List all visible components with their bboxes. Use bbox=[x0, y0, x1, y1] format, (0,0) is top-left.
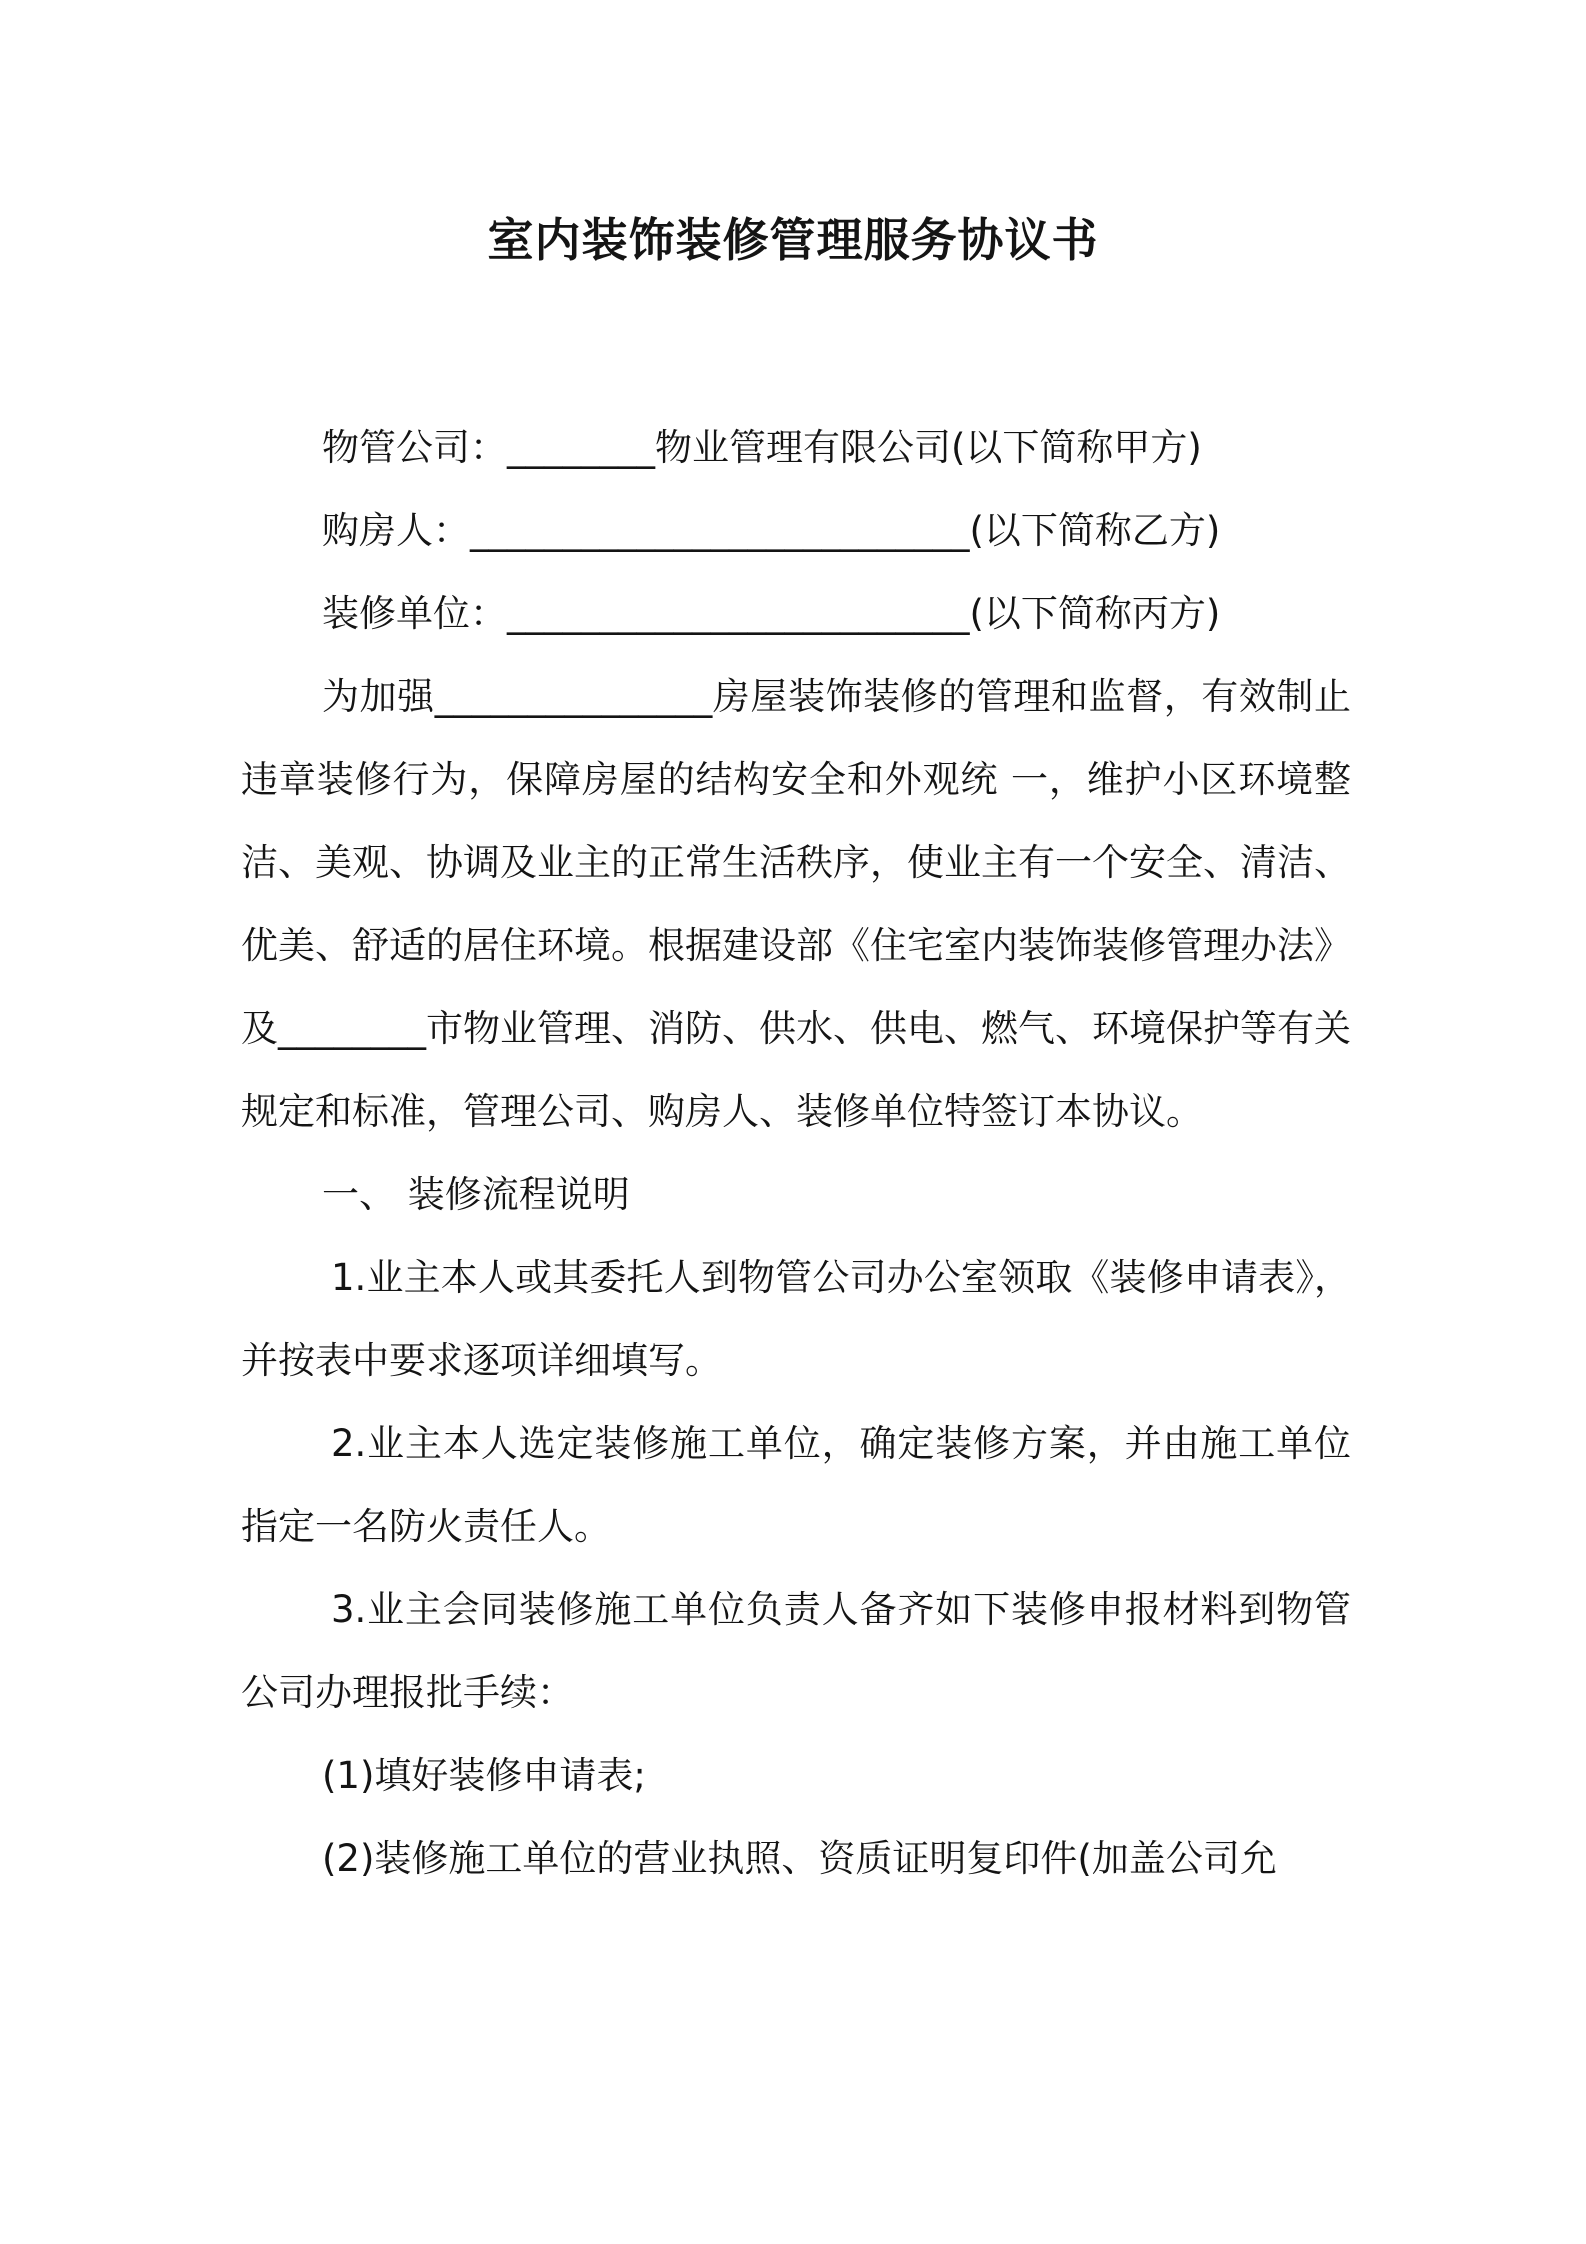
party-c-line: 装修单位：_________________________(以下简称丙方) bbox=[322, 592, 1221, 635]
preamble-paragraph: 为加强_______________房屋装饰装修的管理和监督，有效制止违章装修行为，保障房屋的结构安全和外观统 一，维护小区环境整洁、美观、协调及业主的正常生活秩序，使业主有一个安全、清洁、优美、舒适的居住环境。根据建设部《住宅室内装饰装修管理办法》及________市物业管理、消防、供水、供电、燃气、环境保护等有关规定和标准，管理公司、购房人、装修单位特签订本协议。 bbox=[241, 675, 1351, 1133]
section-heading: 一、 装修流程说明 bbox=[322, 1173, 630, 1216]
document-body bbox=[241, 406, 1351, 1900]
sub-item-1: (1)填好装修申请表; bbox=[322, 1754, 646, 1797]
document-title: 室内装饰装修管理服务协议书 bbox=[487, 213, 1099, 267]
list-item-2: 2.业主本人选定装修施工单位，确定装修方案，并由施工单位指定一名防火责任人。 bbox=[241, 1422, 1351, 1548]
sub-item-2: (2)装修施工单位的营业执照、资质证明复印件(加盖公司允 bbox=[322, 1837, 1277, 1880]
party-a-line: 物管公司：________物业管理有限公司(以下简称甲方) bbox=[322, 426, 1202, 469]
list-item-1: 1.业主本人或其委托人到物管公司办公室领取《装修申请表》，并按表中要求逐项详细填写。 bbox=[241, 1256, 1351, 1382]
list-item-3: 3.业主会同装修施工单位负责人备齐如下装修申报材料到物管公司办理报批手续： bbox=[241, 1588, 1351, 1714]
party-b-line: 购房人：___________________________(以下简称乙方) bbox=[322, 509, 1221, 552]
